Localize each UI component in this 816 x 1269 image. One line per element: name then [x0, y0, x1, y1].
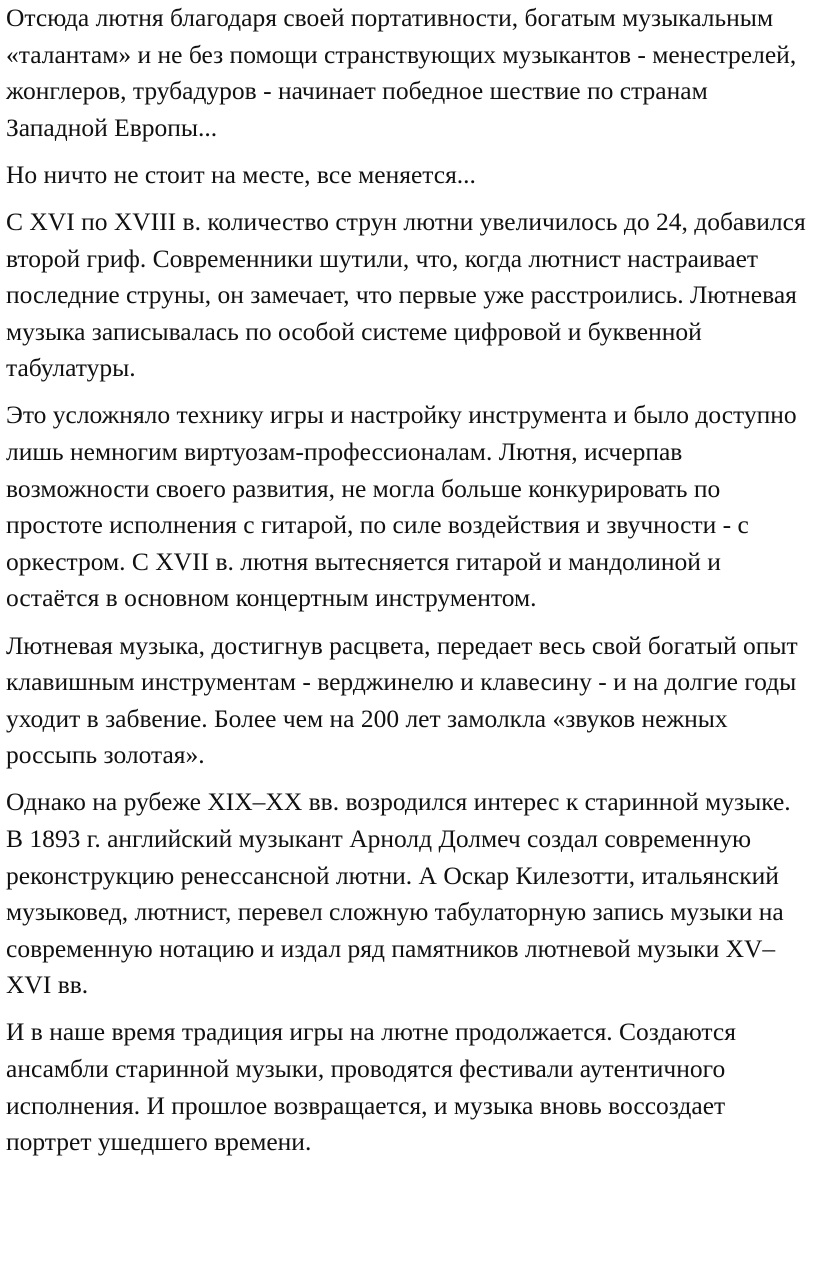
paragraph-2: Но ничто не стоит на месте, все меняется... [6, 159, 476, 189]
paragraph-6: Однако на рубеже XIX–XX вв. возродился интерес к старинной музыке. В 1893 г. английский музыкант Арнолд Долмеч создал современную реконструкцию ренессансной лютни. А Оскар Килезотти, итальянский музыковед, лютнист, перевел сложную табулаторную запись музыки на современную нотацию и издал ряд памятников лютневой музыки XV–XVI вв. [6, 787, 791, 1000]
paragraph-1: Отсюда лютня благодаря своей портативности, богатым музыкальным «талантам» и не без помощи странствующих музыкантов - менестрелей, жонглеров, трубадуров - начинает победное шествие по странам Западной Европы... [6, 3, 797, 142]
paragraph-4: Это усложняло технику игры и настройку инструмента и было доступно лишь немногим виртуозам-профессионалам. Лютня, исчерпав возможности своего развития, не могла больше конкурировать по простоте исполнения с гитарой, по силе воздействия и звучности - с оркестром. С XVII в. лютня вытесняется гитарой и мандолиной и остаётся в основном концертным инструментом. [6, 400, 797, 613]
paragraph-5: Лютневая музыка, достигнув расцвета, передает весь свой богатый опыт клавишным инструментам - верджинелю и клавесину - и на долгие годы уходит в забвение. Более чем на 200 лет замолкла «звуков нежных россыпь золотая». [6, 630, 798, 770]
paragraph-7: И в наше время традиция игры на лютне продолжается. Создаются ансамбли старинной музыки, проводятся фестивали аутентичного исполнения. И прошлое возвращается, и музыка вновь воссоздает портрет ушедшего времени. [6, 1017, 736, 1157]
paragraph-3: С XVI по XVIII в. количество струн лютни увеличилось до 24, добавился второй гриф. Современники шутили, что, когда лютнист настраивает последние струны, он замечает, что первые уже расстроились. Лютневая музыка записывалась по особой системе цифровой и буквенной табулатуры. [6, 206, 806, 383]
